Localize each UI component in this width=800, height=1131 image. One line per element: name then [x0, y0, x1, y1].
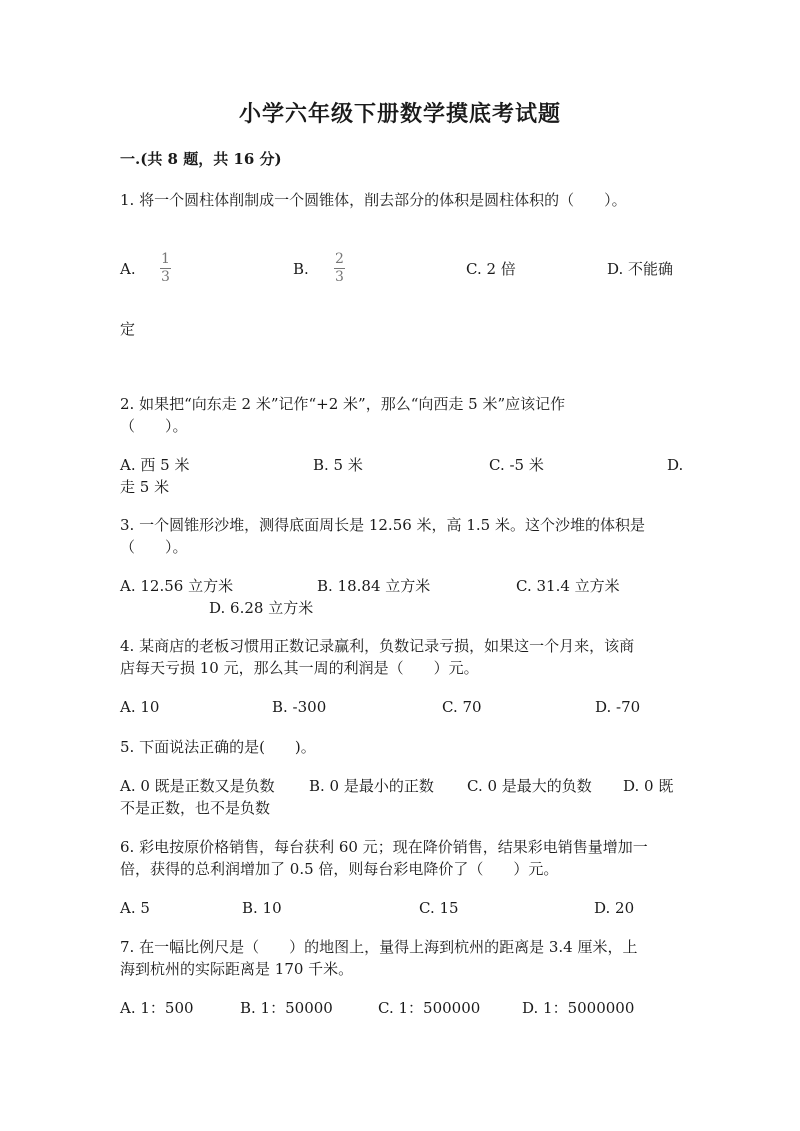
- question-3-stem: 3. 一个圆锥形沙堆，测得底面周长是 12.56 米，高 1.5 米。这个沙堆的体积是: [120, 516, 645, 534]
- q1-option-b: B.: [293, 260, 309, 278]
- question-6-stem-continued: 倍，获得的总利润增加了 0.5 倍，则每台彩电降价了（ ）元。: [120, 860, 559, 878]
- q5-option-c: C. 0 是最大的负数: [467, 777, 592, 795]
- q2-option-a: A. 西 5 米: [120, 456, 190, 474]
- fraction-numerator: 2: [335, 251, 344, 267]
- fraction-denominator: 3: [335, 269, 344, 285]
- question-1-stem: 1. 将一个圆柱体削制成一个圆锥体，削去部分的体积是圆柱体积的（ ）。: [120, 191, 627, 209]
- q3-option-a: A. 12.56 立方米: [120, 577, 234, 595]
- q2-option-c: C. -5 米: [489, 456, 544, 474]
- question-5-stem: 5. 下面说法正确的是( )。: [120, 738, 316, 756]
- question-7-stem-continued: 海到杭州的实际距离是 170 千米。: [120, 960, 354, 978]
- q1-option-a-fraction: [160, 252, 171, 285]
- q5-option-d-continued: 不是正数，也不是负数: [120, 799, 271, 817]
- q1-option-d-continued: 定: [120, 320, 136, 338]
- q5-option-d: D. 0 既: [623, 777, 674, 795]
- page-title: 小学六年级下册数学摸底考试题: [238, 101, 561, 127]
- fraction-numerator: 1: [161, 251, 170, 267]
- question-4-stem: 4. 某商店的老板习惯用正数记录赢利，负数记录亏损，如果这一个月来，该商: [120, 637, 635, 655]
- q7-option-d: D. 1：5000000: [522, 999, 635, 1017]
- q4-option-b: B. -300: [272, 698, 327, 716]
- q4-option-a: A. 10: [120, 698, 160, 716]
- q1-option-c: C. 2 倍: [466, 260, 516, 278]
- question-7-stem: 7. 在一幅比例尺是（ ）的地图上，量得上海到杭州的距离是 3.4 厘米，上: [120, 938, 638, 956]
- q3-option-c: C. 31.4 立方米: [516, 577, 620, 595]
- q7-option-a: A. 1：500: [120, 999, 194, 1017]
- q4-option-d: D. -70: [595, 698, 641, 716]
- question-6-stem: 6. 彩电按原价格销售，每台获利 60 元；现在降价销售，结果彩电销售量增加一: [120, 838, 648, 856]
- q3-option-d: D. 6.28 立方米: [209, 599, 314, 617]
- q6-option-a: A. 5: [120, 899, 150, 917]
- fraction-denominator: 3: [161, 269, 170, 285]
- question-2-stem-continued: （ ）。: [120, 417, 188, 435]
- q7-option-b: B. 1：50000: [240, 999, 333, 1017]
- q5-option-a: A. 0 既是正数又是负数: [120, 777, 275, 795]
- question-2-stem: 2. 如果把“向东走 2 米”记作“+2 米”，那么“向西走 5 米”应该记作: [120, 395, 566, 413]
- q3-option-b: B. 18.84 立方米: [317, 577, 431, 595]
- q1-option-b-fraction: [334, 252, 345, 285]
- q1-option-a: A.: [120, 260, 136, 278]
- q7-option-c: C. 1：500000: [378, 999, 481, 1017]
- q5-option-b: B. 0 是最小的正数: [309, 777, 434, 795]
- q4-option-c: C. 70: [442, 698, 482, 716]
- q2-option-b: B. 5 米: [313, 456, 363, 474]
- q6-option-b: B. 10: [242, 899, 282, 917]
- question-4-stem-continued: 店每天亏损 10 元，那么其一周的利润是（ ）元。: [120, 659, 479, 677]
- q6-option-c: C. 15: [419, 899, 459, 917]
- q2-option-d-continued: 走 5 米: [120, 478, 170, 496]
- section-heading: 一.(共 8 题，共 16 分): [120, 150, 282, 168]
- question-3-stem-continued: （ ）。: [120, 538, 188, 556]
- q1-option-d: D. 不能确: [607, 260, 674, 278]
- q2-option-d: D.: [667, 456, 684, 474]
- q6-option-d: D. 20: [594, 899, 635, 917]
